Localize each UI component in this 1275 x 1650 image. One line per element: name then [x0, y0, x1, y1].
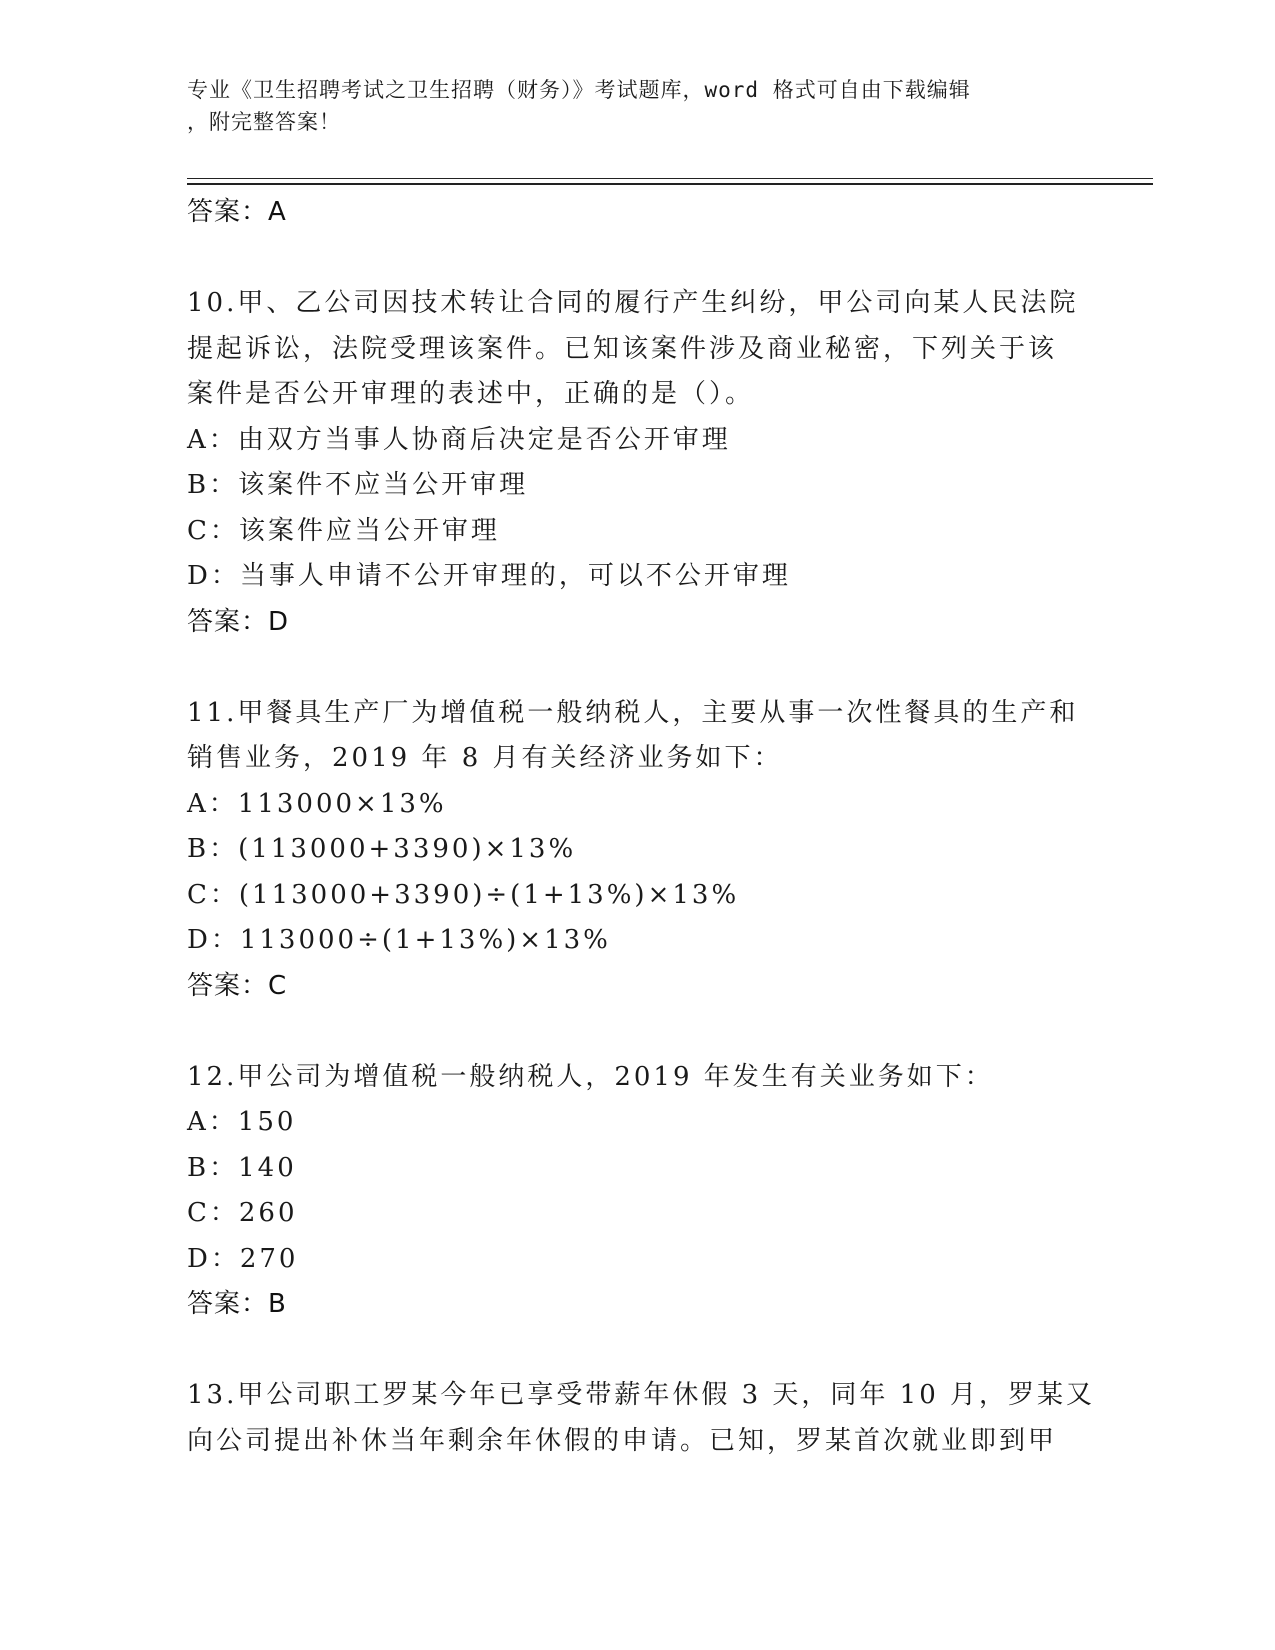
question-stem-line: 销售业务，2019 年 8 月有关经济业务如下：	[187, 743, 783, 773]
option-d: D：113000÷(1+13%)×13%	[187, 925, 611, 955]
question-stem-line: 11.甲餐具生产厂为增值税一般纳税人，主要从事一次性餐具的生产和	[187, 697, 1079, 728]
answer-label: 答案：C	[187, 970, 288, 1001]
spacer	[187, 1009, 1087, 1055]
document-body	[187, 190, 1096, 1464]
question-stem-line: 13.甲公司职工罗某今年已享受带薪年休假 3 天，同年 10 月，罗某又	[187, 1380, 1096, 1410]
option-a: A：150	[187, 1107, 297, 1137]
header-line-2: ，附完整答案！	[187, 110, 341, 134]
option-d: D：270	[187, 1243, 299, 1274]
option-b: B：140	[187, 1152, 297, 1183]
option-c: C：该案件应当公开审理	[187, 515, 500, 546]
document-header	[187, 74, 1067, 138]
question-stem-line: 向公司提出补休当年剩余年休假的申请。已知，罗某首次就业即到甲	[187, 1425, 1058, 1456]
answer-label: 答案：B	[187, 1289, 287, 1319]
answer-label: 答案：A	[187, 197, 287, 227]
option-a: A：由双方当事人协商后决定是否公开审理	[187, 424, 731, 455]
header-line-1: 专业《卫生招聘考试之卫生招聘（财务）》考试题库，word 格式可自由下载编辑	[187, 78, 971, 102]
spacer	[187, 1328, 1087, 1374]
question-block	[187, 281, 1087, 645]
question-block	[187, 1055, 1087, 1328]
header-rule-thin	[187, 178, 1153, 179]
option-c: C：(113000+3390)÷(1+13%)×13%	[187, 879, 740, 910]
option-c: C：260	[187, 1198, 298, 1228]
option-d: D：当事人申请不公开审理的，可以不公开审理	[187, 561, 791, 591]
question-stem-line: 案件是否公开审理的表述中，正确的是（）。	[187, 379, 755, 409]
question-stem-line: 12.甲公司为增值税一般纳税人，2019 年发生有关业务如下：	[187, 1061, 994, 1092]
option-b: B：该案件不应当公开审理	[187, 470, 529, 500]
option-a: A：113000×13%	[187, 788, 447, 819]
question-block	[187, 1373, 1096, 1464]
question-stem-line: 10.甲、乙公司因技术转让合同的履行产生纠纷，甲公司向某人民法院	[187, 288, 1079, 318]
question-stem-line: 提起诉讼，法院受理该案件。已知该案件涉及商业秘密，下列关于该	[187, 333, 1058, 364]
spacer	[187, 645, 1087, 691]
option-b: B：(113000+3390)×13%	[187, 834, 577, 864]
header-rule-thick	[187, 183, 1153, 185]
answer-label: 答案：D	[187, 606, 290, 637]
spacer	[187, 236, 1087, 282]
question-block	[187, 691, 1087, 1010]
